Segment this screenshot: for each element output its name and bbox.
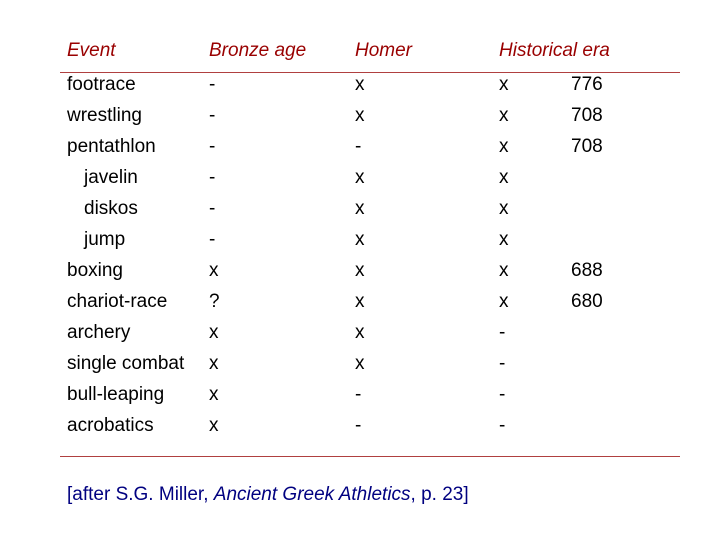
historical-era-cell: x: [499, 198, 509, 219]
event-cell: wrestling: [67, 105, 142, 126]
bronze-age-cell: -: [209, 74, 216, 95]
bottom-divider: [60, 456, 680, 457]
table-row: [0, 288, 720, 316]
bronze-age-cell: x: [209, 415, 219, 436]
homer-cell: x: [355, 74, 365, 95]
citation-suffix: , p. 23]: [410, 484, 469, 505]
event-cell: boxing: [67, 260, 123, 281]
bronze-age-cell: ?: [209, 291, 220, 312]
homer-cell: -: [355, 136, 362, 157]
event-cell: pentathlon: [67, 136, 156, 157]
event-cell: acrobatics: [67, 415, 154, 436]
header-event: Event: [67, 40, 116, 61]
homer-cell: x: [355, 229, 365, 250]
header-historical-era: Historical era: [499, 40, 610, 61]
homer-cell: x: [355, 167, 365, 188]
header-bronze-age: Bronze age: [209, 40, 307, 61]
event-cell: bull-leaping: [67, 384, 165, 405]
historical-era-cell: x: [499, 229, 509, 250]
event-cell: single combat: [67, 353, 185, 374]
citation-book-title: Ancient Greek Athletics: [213, 484, 411, 505]
table-row: [0, 319, 720, 347]
citation: [67, 484, 469, 506]
event-cell: footrace: [67, 74, 136, 95]
table-row: [0, 257, 720, 285]
historical-era-cell: x: [499, 167, 509, 188]
header-homer: Homer: [355, 40, 413, 61]
historical-era-cell: x: [499, 105, 509, 126]
citation-prefix: [after S.G. Miller,: [67, 484, 214, 505]
bronze-age-cell: -: [209, 136, 216, 157]
table-row: [0, 350, 720, 378]
homer-cell: -: [355, 384, 362, 405]
year-cell: 708: [571, 136, 603, 157]
bronze-age-cell: x: [209, 353, 219, 374]
historical-era-cell: x: [499, 291, 509, 312]
table-row: [0, 102, 720, 130]
table-row: [0, 133, 720, 161]
year-cell: 708: [571, 105, 603, 126]
homer-cell: -: [355, 415, 362, 436]
table-row: [0, 195, 720, 223]
event-cell: diskos: [84, 198, 138, 219]
historical-era-cell: -: [499, 415, 506, 436]
event-cell: archery: [67, 322, 131, 343]
bronze-age-cell: -: [209, 229, 216, 250]
historical-era-cell: -: [499, 322, 506, 343]
event-cell: javelin: [84, 167, 138, 188]
homer-cell: x: [355, 322, 365, 343]
homer-cell: x: [355, 353, 365, 374]
bronze-age-cell: x: [209, 322, 219, 343]
bronze-age-cell: x: [209, 260, 219, 281]
table-row: [0, 71, 720, 99]
table-row: [0, 381, 720, 409]
year-cell: 776: [571, 74, 603, 95]
historical-era-cell: x: [499, 74, 509, 95]
event-cell: jump: [84, 229, 126, 250]
table-row: [0, 412, 720, 440]
bronze-age-cell: -: [209, 105, 216, 126]
homer-cell: x: [355, 260, 365, 281]
event-cell: chariot-race: [67, 291, 168, 312]
homer-cell: x: [355, 105, 365, 126]
year-cell: 688: [571, 260, 603, 281]
bronze-age-cell: x: [209, 384, 219, 405]
year-cell: 680: [571, 291, 603, 312]
homer-cell: x: [355, 198, 365, 219]
historical-era-cell: x: [499, 136, 509, 157]
historical-era-cell: x: [499, 260, 509, 281]
historical-era-cell: -: [499, 353, 506, 374]
table-row: [0, 226, 720, 254]
historical-era-cell: -: [499, 384, 506, 405]
table-row: [0, 164, 720, 192]
bronze-age-cell: -: [209, 167, 216, 188]
bronze-age-cell: -: [209, 198, 216, 219]
homer-cell: x: [355, 291, 365, 312]
